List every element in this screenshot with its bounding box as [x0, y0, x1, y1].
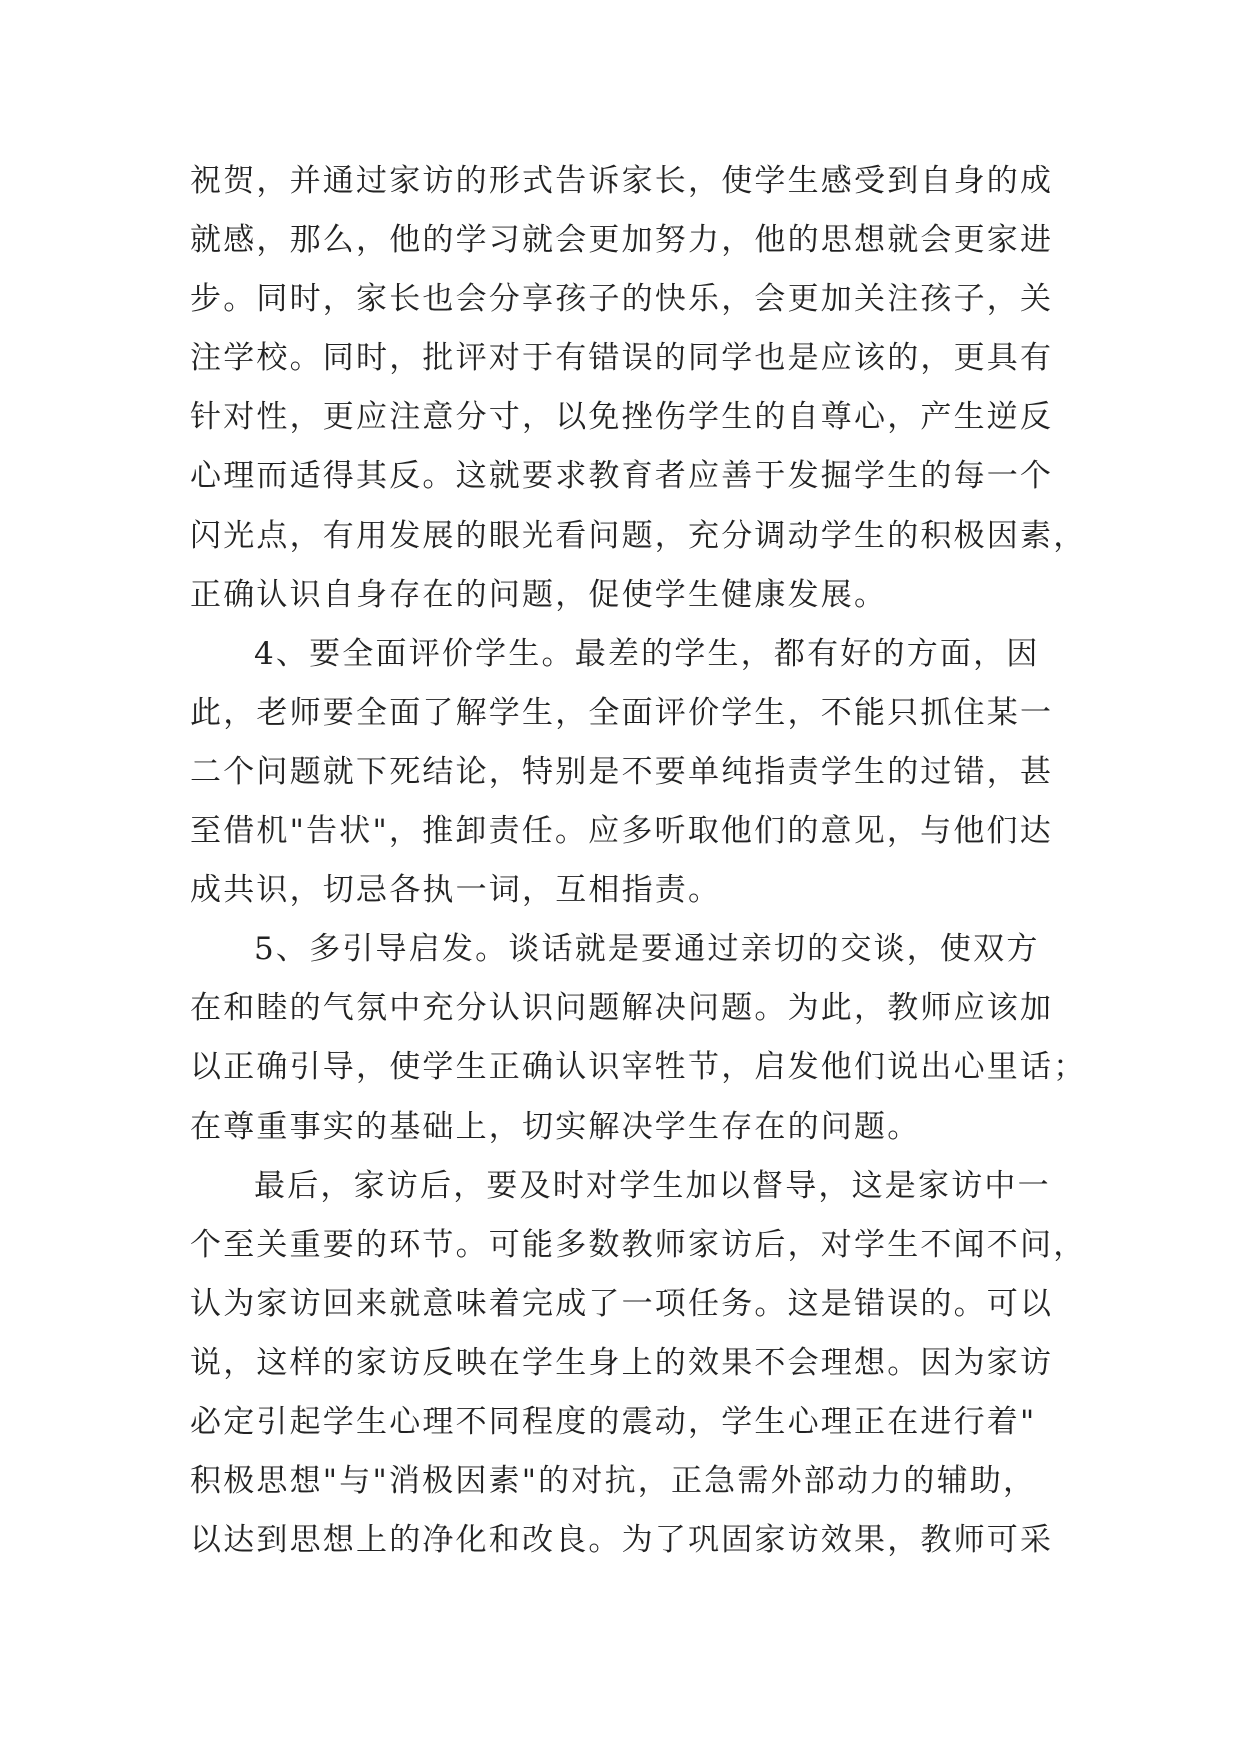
paragraph-final-start: 最后，家访后，要及时对学生加以督导，这是家访中一 [254, 1167, 1051, 1204]
text-line: 认为家访回来就意味着完成了一项任务。这是错误的。可以 [190, 1285, 1054, 1322]
text-line: 此，老师要全面了解学生，全面评价学生，不能只抓住某一 [190, 694, 1054, 731]
text-line: 心理而适得其反。这就要求教育者应善于发掘学生的每一个 [190, 458, 1054, 495]
paragraph-5-start: 5、多引导启发。谈话就是要通过亲切的交谈，使双方 [254, 931, 1040, 968]
text-line: 正确认识自身存在的问题，促使学生健康发展。 [190, 576, 888, 613]
text-line: 至借机"告状"，推卸责任。应多听取他们的意见，与他们达 [190, 813, 1053, 850]
text-line: 在尊重事实的基础上，切实解决学生存在的问题。 [190, 1108, 921, 1145]
text-line: 注学校。同时，批评对于有错误的同学也是应该的，更具有 [190, 340, 1054, 377]
text-line: 闪光点，有用发展的眼光看问题，充分调动学生的积极因素， [190, 517, 1087, 554]
text-line: 祝贺，并通过家访的形式告诉家长，使学生感受到自身的成 [190, 163, 1054, 199]
text-line: 成共识，切忌各执一词，互相指责。 [190, 872, 722, 909]
text-line: 说，这样的家访反映在学生身上的效果不会理想。因为家访 [190, 1344, 1054, 1381]
text-line: 就感，那么，他的学习就会更加努力，他的思想就会更家进 [190, 222, 1054, 259]
text-line: 步。同时，家长也会分享孩子的快乐，会更加关注孩子，关 [190, 281, 1054, 318]
text-line: 二个问题就下死结论，特别是不要单纯指责学生的过错，甚 [190, 753, 1054, 790]
text-line: 积极思想"与"消极因素"的对抗，正急需外部动力的辅助， [190, 1463, 1037, 1500]
text-line: 在和睦的气氛中充分认识问题解决问题。为此，教师应该加 [190, 990, 1054, 1027]
text-line: 针对性，更应注意分寸，以免挫伤学生的自尊心，产生逆反 [190, 399, 1054, 436]
text-line: 个至关重要的环节。可能多数教师家访后，对学生不闻不问， [190, 1226, 1087, 1263]
text-line: 以正确引导，使学生正确认识宰牲节，启发他们说出心里话； [190, 1049, 1087, 1086]
paragraph-4-start: 4、要全面评价学生。最差的学生，都有好的方面，因 [254, 635, 1040, 672]
text-line: 必定引起学生心理不同程度的震动，学生心理正在进行着" [190, 1403, 1037, 1440]
text-line: 以达到思想上的净化和改良。为了巩固家访效果，教师可采 [190, 1522, 1054, 1559]
body-text [190, 152, 1087, 1570]
